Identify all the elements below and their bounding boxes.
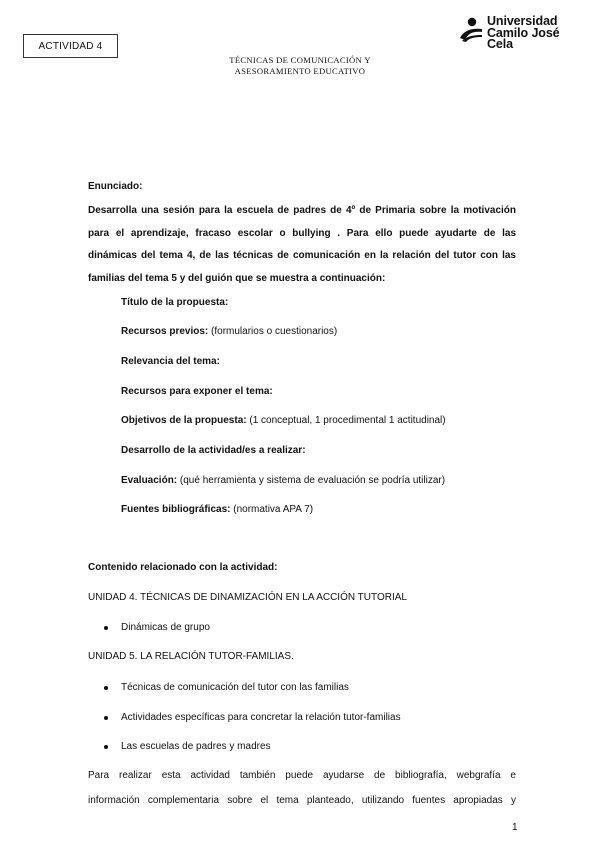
guide-item-evaluation <box>121 475 445 486</box>
guide-item-title <box>121 297 228 308</box>
guide-item-relevance <box>121 356 220 367</box>
logo-line-1: Universidad <box>487 14 558 28</box>
activity-label-box <box>23 34 118 58</box>
guide-item-objectives <box>121 415 446 426</box>
guide-item-bibliography <box>121 504 313 515</box>
guide-item-detail: (normativa APA 7) <box>230 504 314 515</box>
activity-label: ACTIVIDAD 4 <box>38 40 103 52</box>
guide-item-label: Objetivos de la propuesta: <box>121 415 247 426</box>
guide-item-prior-resources <box>121 326 337 337</box>
guide-item-development <box>121 445 306 456</box>
closing-line-1: Para realizar esta actividad también puede ayudarse de bibliografía, webgrafía e <box>88 770 516 781</box>
unit-5-title: UNIDAD 5. LA RELACIÓN TUTOR-FAMILIAS. <box>88 651 294 662</box>
statement-line-2: para el aprendizaje, fracaso escolar o bullying . Para ello puede ayudarte de las <box>88 227 516 239</box>
bullet-icon <box>104 716 108 720</box>
statement-line-1: Desarrolla una sesión para la escuela de padres de 4º de Primaria sobre la motivación <box>88 205 516 217</box>
guide-item-detail: (formularios o cuestionarios) <box>208 326 338 337</box>
university-logo <box>458 14 584 51</box>
guide-item-detail: (qué herramienta y sistema de evaluación se podría utilizar) <box>177 475 446 486</box>
guide-item-label: Título de la propuesta: <box>121 297 229 308</box>
page-number: 1 <box>512 822 518 833</box>
statement-section <box>88 176 516 290</box>
guide-item-label: Recursos para exponer el tema: <box>121 386 273 397</box>
guide-item-label: Evaluación: <box>121 475 178 486</box>
unit-5-item: Actividades específicas para concretar la relación tutor-familias <box>121 712 401 723</box>
unit-4-item: Dinámicas de grupo <box>121 622 210 633</box>
bullet-icon <box>104 745 108 749</box>
statement-line-4: familias del tema 5 y del guión que se muestra a continuación: <box>88 272 386 284</box>
related-content-heading: Contenido relacionado con la actividad: <box>88 562 278 573</box>
unit-4-title: UNIDAD 4. TÉCNICAS DE DINAMIZACIÓN EN LA ACCIÓN TUTORIAL <box>88 592 407 603</box>
unit-5-item: Técnicas de comunicación del tutor con las familias <box>121 682 349 693</box>
course-title-line-2: ASESORAMIENTO EDUCATIVO <box>234 66 366 76</box>
statement-line-3: dinámicas del tema 4, de las técnicas de comunicación en la relación del tutor con las <box>88 250 516 262</box>
bullet-icon <box>104 686 108 690</box>
guide-item-label: Desarrollo de la actividad/es a realizar: <box>121 445 306 456</box>
guide-item-detail: (1 conceptual, 1 procedimental 1 actitudinal) <box>246 415 446 426</box>
bullet-icon <box>104 626 108 630</box>
unit-5-item: Las escuelas de padres y madres <box>121 741 271 752</box>
course-title <box>180 55 420 77</box>
statement-heading: Enunciado: <box>88 181 143 192</box>
guide-item-label: Recursos previos: <box>121 326 209 337</box>
logo-line-2: Camilo José Cela <box>487 25 560 51</box>
closing-line-2: información complementaria sobre el tema planteado, utilizando fuentes apropiadas y <box>88 795 516 806</box>
guide-item-exposition-resources <box>121 386 273 397</box>
course-title-line-1: TÉCNICAS DE COMUNICACIÓN Y <box>229 55 371 65</box>
university-emblem-icon <box>458 16 484 42</box>
guide-item-label: Relevancia del tema: <box>121 356 220 367</box>
guide-item-label: Fuentes bibliográficas: <box>121 504 231 515</box>
